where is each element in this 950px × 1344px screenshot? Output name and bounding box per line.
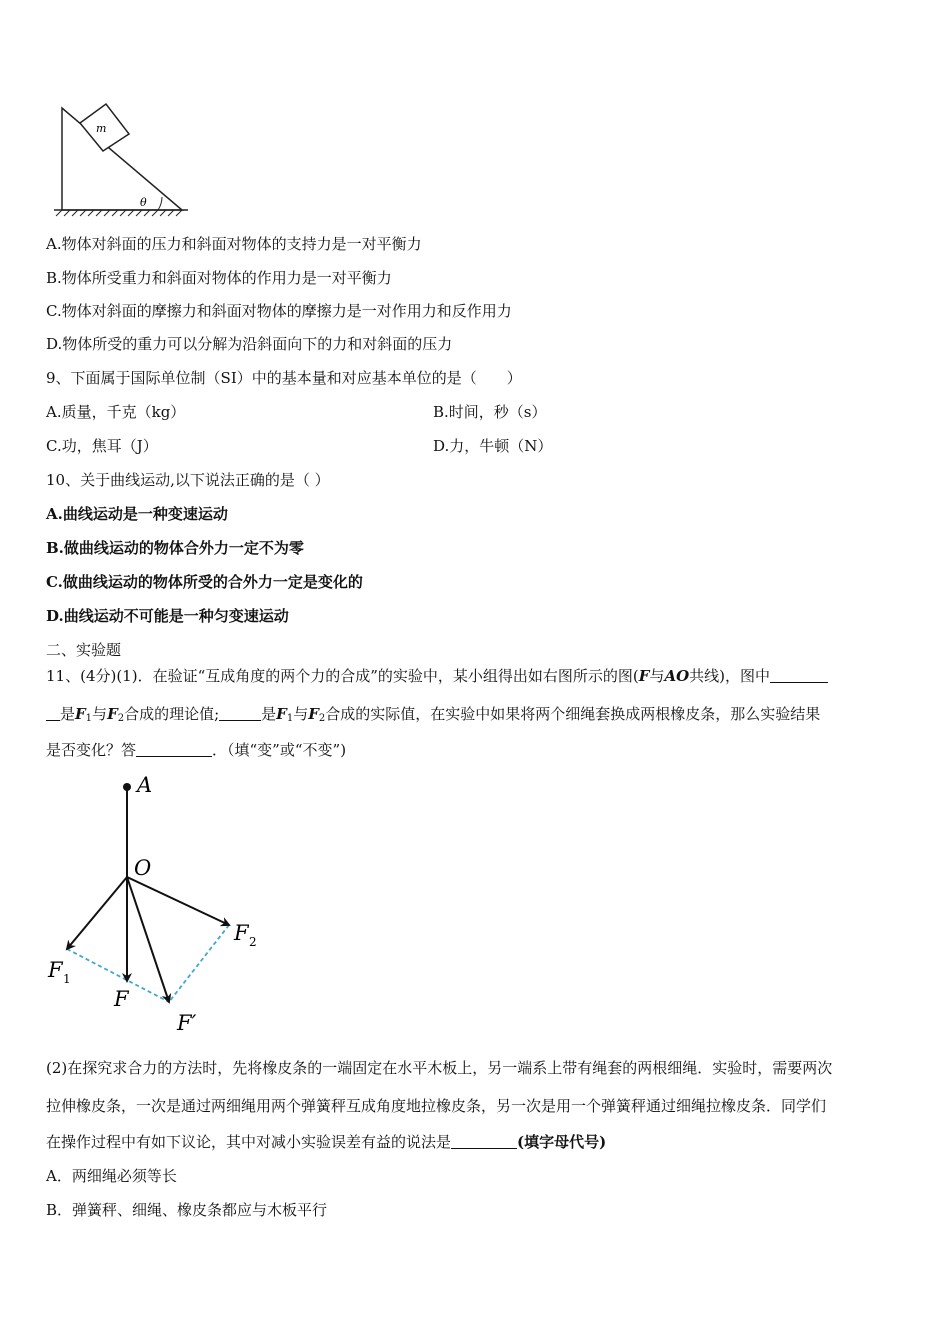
q10-option-d: D.曲线运动不可能是一种匀变速运动	[46, 607, 289, 625]
q11-line3	[46, 740, 346, 760]
block-label: m	[96, 122, 107, 135]
answer-blank-1a[interactable]	[770, 668, 828, 683]
q10-option-b: B.做曲线运动的物体合外力一定不为零	[46, 539, 304, 557]
arrow-f2	[127, 877, 229, 925]
q11-line2-text-b: 与	[92, 705, 108, 723]
q11-symbol-ao: AO	[664, 667, 690, 685]
q11-symbol-f2: F	[107, 705, 118, 723]
section-title: 二、实验题	[46, 641, 122, 659]
force-diagram	[40, 768, 280, 1038]
q11-line2-text-d: 是	[261, 705, 277, 723]
angle-label: θ	[140, 196, 147, 209]
q11-part2-option-a: A．两细绳必须等长	[46, 1167, 177, 1185]
ground-hatching	[56, 210, 182, 216]
q11-line2-text-c: 合成的理论值;	[124, 705, 220, 723]
q11-part2-line2: 拉伸橡皮条，一次是通过两细绳用两个弹簧秤互成角度地拉橡皮条，另一次是用一个弹簧秤通过细绳拉橡皮条．同学们	[46, 1097, 827, 1115]
label-f2-sub: 2	[249, 935, 257, 949]
q11-sub-2b: 2	[318, 713, 326, 724]
q11-line1-text-c: 共线)，图中	[689, 667, 771, 685]
q9-option-b: B.时间，秒（s）	[433, 403, 547, 421]
q11-part2-option-b: B．弹簧秤、细绳、橡皮条都应与木板平行	[46, 1201, 328, 1219]
arrow-fprime	[127, 877, 169, 1002]
q11-line1	[46, 666, 828, 686]
q11-sub-1b: 1	[286, 713, 294, 724]
q11-sub-2: 2	[117, 713, 125, 724]
q11-symbol-f1b: F	[276, 705, 287, 723]
q11-part2-text-b: (填字母代号)	[517, 1133, 607, 1151]
q11-line2	[46, 704, 820, 729]
label-fprime: F′	[177, 1011, 197, 1035]
q10-stem: 10、关于曲线运动,以下说法正确的是（ ）	[46, 471, 330, 489]
q8-option-b: B.物体所受重力和斜面对物体的作用力是一对平衡力	[46, 269, 392, 287]
q9-option-c: C.功，焦耳（J）	[46, 437, 158, 455]
incline-figure	[50, 98, 192, 218]
arrow-f1	[67, 877, 127, 949]
q10-option-c: C.做曲线运动的物体所受的合外力一定是变化的	[46, 573, 363, 591]
q11-line1-text-a: 11、(4分)(1)．在验证“互成角度的两个力的合成”的实验中，某小组得出如右图所示的图(	[46, 667, 639, 685]
q11-line2-text-e: 与	[293, 705, 309, 723]
q10-option-a: A.曲线运动是一种变速运动	[46, 505, 228, 523]
q11-line3-text-a: 是否变化？答	[46, 741, 137, 759]
q9-option-a: A.质量，千克（kg）	[46, 403, 186, 421]
answer-blank-3[interactable]	[136, 742, 212, 757]
q11-line2-text-a: 是	[60, 705, 76, 723]
q8-option-d: D.物体所受的重力可以分解为沿斜面向下的力和对斜面的压力	[46, 335, 453, 353]
label-f: F	[114, 987, 129, 1011]
q11-part2-line1: (2)在探究求合力的方法时，先将橡皮条的一端固定在水平木板上，另一端系上带有绳套的两根细绳．实验时，需要两次	[46, 1059, 833, 1077]
dashed-f2-fprime	[169, 925, 229, 1002]
answer-blank-1b[interactable]	[46, 706, 60, 721]
q8-option-a: A.物体对斜面的压力和斜面对物体的支持力是一对平衡力	[46, 235, 422, 253]
label-f2: F	[234, 921, 249, 945]
q11-sub-1: 1	[85, 713, 93, 724]
angle-arc	[158, 197, 162, 210]
q11-symbol-f2b: F	[308, 705, 319, 723]
q9-option-d: D.力，牛顿（N）	[433, 437, 553, 455]
label-f1: F	[48, 958, 63, 982]
label-o: O	[134, 856, 152, 880]
q8-option-c: C.物体对斜面的摩擦力和斜面对物体的摩擦力是一对作用力和反作用力	[46, 302, 512, 320]
answer-blank-2[interactable]	[219, 706, 261, 721]
q11-line2-text-f: 合成的实际值，在实验中如果将两个细绳套换成两根橡皮条，那么实验结果	[325, 705, 821, 723]
q11-part2-line3	[46, 1132, 606, 1152]
q11-symbol-f1: F	[75, 705, 86, 723]
label-a: A	[137, 773, 153, 797]
answer-blank-4[interactable]	[451, 1134, 517, 1149]
label-f1-sub: 1	[63, 972, 71, 986]
q9-stem: 9、下面属于国际单位制（SI）中的基本量和对应基本单位的是（ ）	[46, 369, 522, 387]
q11-line1-text-b: 与	[649, 667, 665, 685]
q11-symbol-f: F	[638, 667, 650, 685]
q11-line3-text-b: ．（填“变”或“不变”)	[212, 741, 347, 759]
q11-part2-text-a: 在操作过程中有如下议论，其中对减小实验误差有益的说法是	[46, 1133, 452, 1151]
